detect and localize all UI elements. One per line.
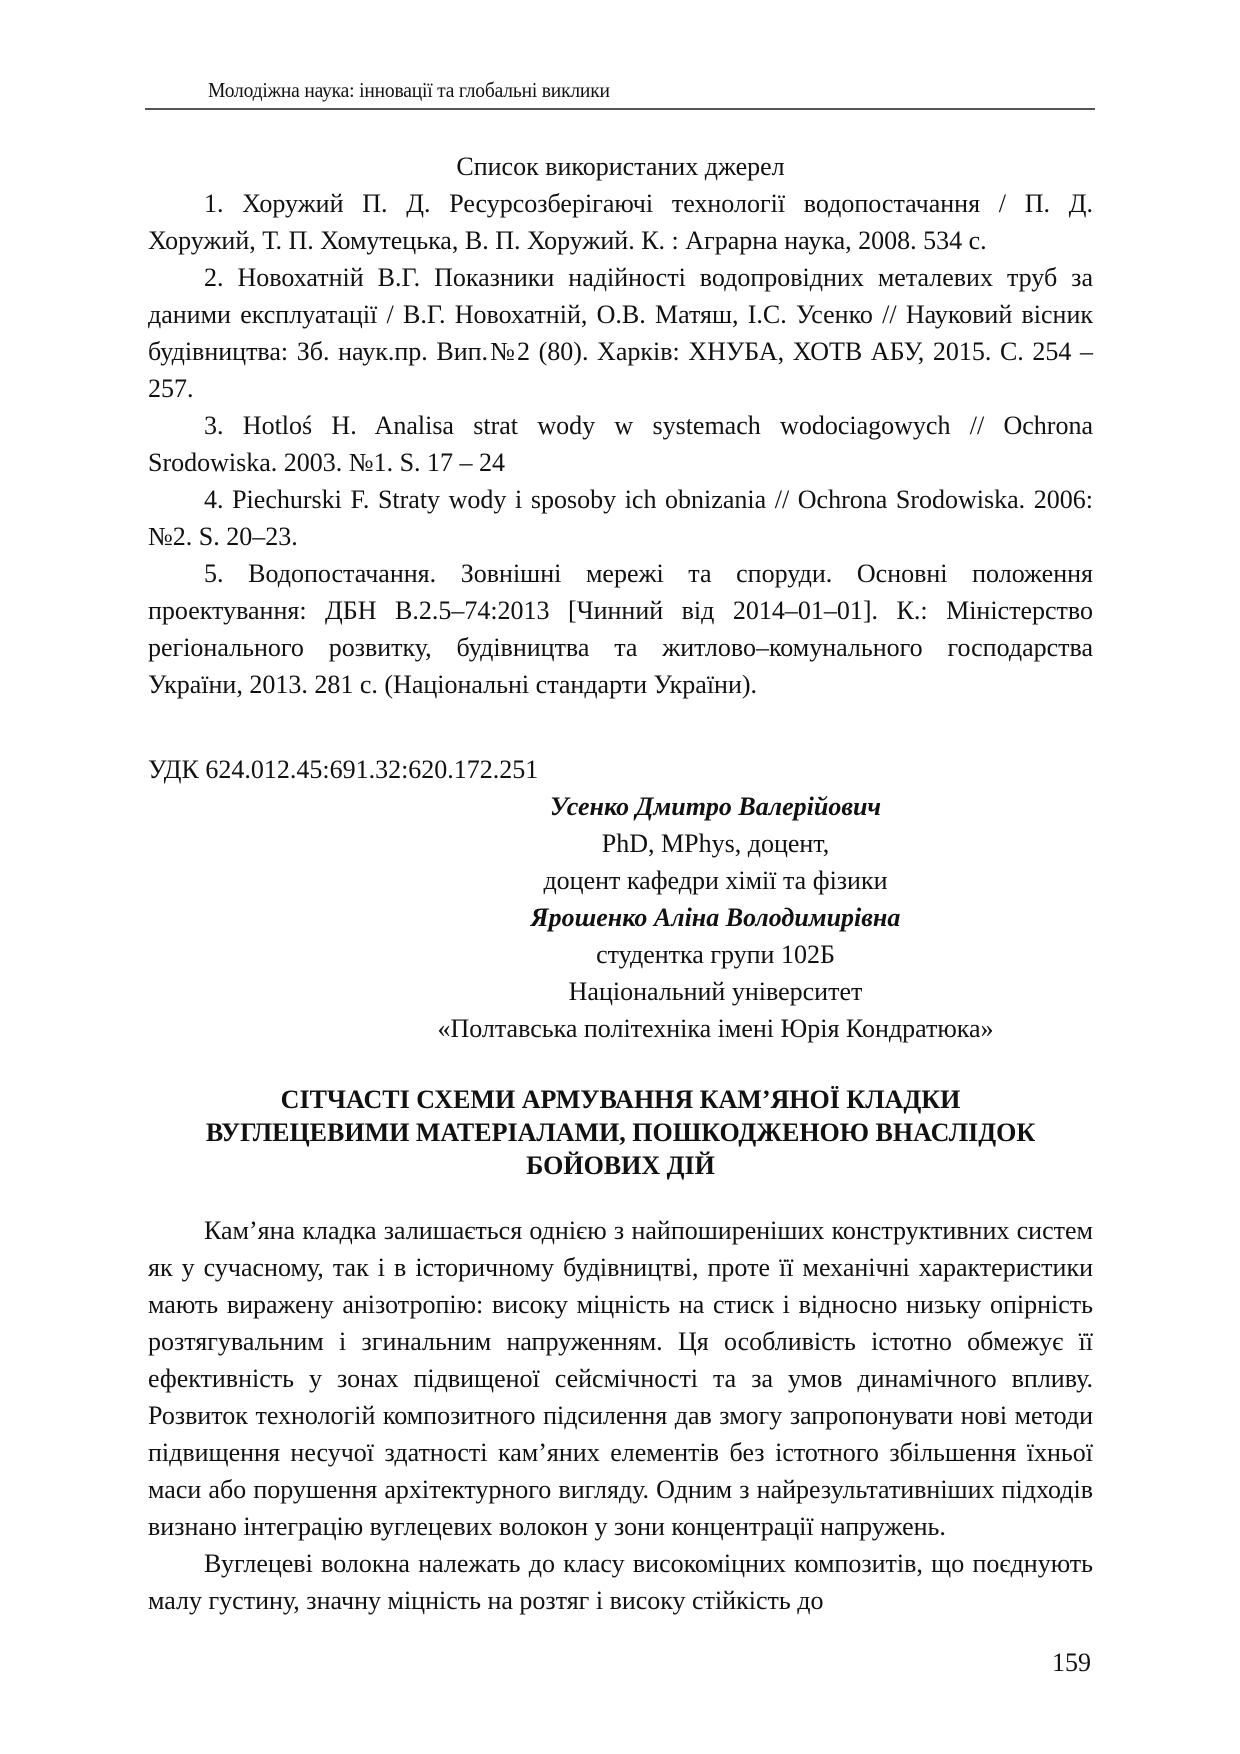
author-name: Усенко Дмитро Валерійович [549,792,882,821]
reference-item: 2. Новохатній В.Г. Показники надійності водопровідних металевих труб за даними експлуатації / В.Г. Новохатній, О.В. Матяш, І.С. Усенко // Науковий вісник будівництва: Зб. наук.пр. Вип.№2 (80). Харків: ХНУБА, ХОТВ АБУ, 2015. С. 254 – 257. [148,263,1093,403]
header-divider [145,108,1095,110]
author-position: студентка групи 102Б [596,940,835,969]
references-title: Список використаних джерел [456,152,785,181]
article-title-line: БОЙОВИХ ДІЙ [526,1151,715,1180]
references-section [148,148,1093,703]
running-header: Молодіжна наука: інновації та глобальні виклики [208,78,610,102]
affiliation-line: «Полтавська політехніка імені Юрія Кондратюка» [437,1014,994,1043]
reference-item: 1. Хоружий П. Д. Ресурсозберігаючі технології водопостачання / П. Д. Хоружий, Т. П. Хомутецька, В. П. Хоружий. К. : Аграрна наука, 2008. 534 с. [148,189,1093,255]
body-paragraph: Вуглецеві волокна належать до класу високоміцних композитів, що поєднують малу густину, значну міцність на розтяг і високу стійкість до [148,1549,1093,1615]
article-body [148,1212,1093,1619]
reference-item: 4. Piechurski F. Straty wody i sposoby ich obnizania // Ochrona Srodowiska. 2006: №2. S. 20–23. [148,485,1093,551]
affiliation-line: Національний університет [568,977,863,1006]
author-position: доцент кафедри хімії та фізики [543,866,888,895]
body-paragraph: Кам’яна кладка залишається однією з найпоширеніших конструктивних систем як у сучасному, так і в історичному будівництві, проте її механічні характеристики мають виражену анізотропію: високу міцність на стиск і відносно низьку опірність розтягувальним і згинальним напруженням. Ця особливість істотно обмежує її ефективність у зонах підвищеної сейсмічності та за умов динамічного впливу. Розвиток технологій композитного підсилення дав змогу запропонувати нові методи підвищення несучої здатності кам’яних елементів без істотного збільшення їхньої маси або порушення архітектурного вигляду. Одним з найрезультативніших підходів визнано інтеграцію вуглецевих волокон у зони концентрації напружень. [148,1216,1093,1541]
article-title [148,1083,1093,1182]
udk-code: УДК 624.012.45:691.32:620.172.251 [148,755,539,784]
page-number: 159 [1052,1648,1091,1677]
author-name: Ярошенко Аліна Володимирівна [530,903,901,932]
reference-item: 3. Hotloś H. Analisa strat wody w systemach wodociagowych // Ochrona Srodowiska. 2003. №1. S. 17 – 24 [148,411,1093,477]
page-content [148,148,1093,1619]
article-title-line: СІТЧАСТІ СХЕМИ АРМУВАННЯ КАМ’ЯНОЇ КЛАДКИ [280,1085,961,1114]
article-title-line: ВУГЛЕЦЕВИМИ МАТЕРІАЛАМИ, ПОШКОДЖЕНОЮ ВНАСЛІДОК [205,1118,1036,1147]
author-block [148,788,1093,1047]
author-credentials: PhD, MPhys, доцент, [601,829,830,858]
reference-item: 5. Водопостачання. Зовнішні мережі та споруди. Основні положення проектування: ДБН В.2.5–74:2013 [Чинний від 2014–01–01]. К.: Міністерство регіонального розвитку, будівництва та житлово–комунального господарства України, 2013. 281 с. (Національні стандарти України). [148,559,1093,699]
